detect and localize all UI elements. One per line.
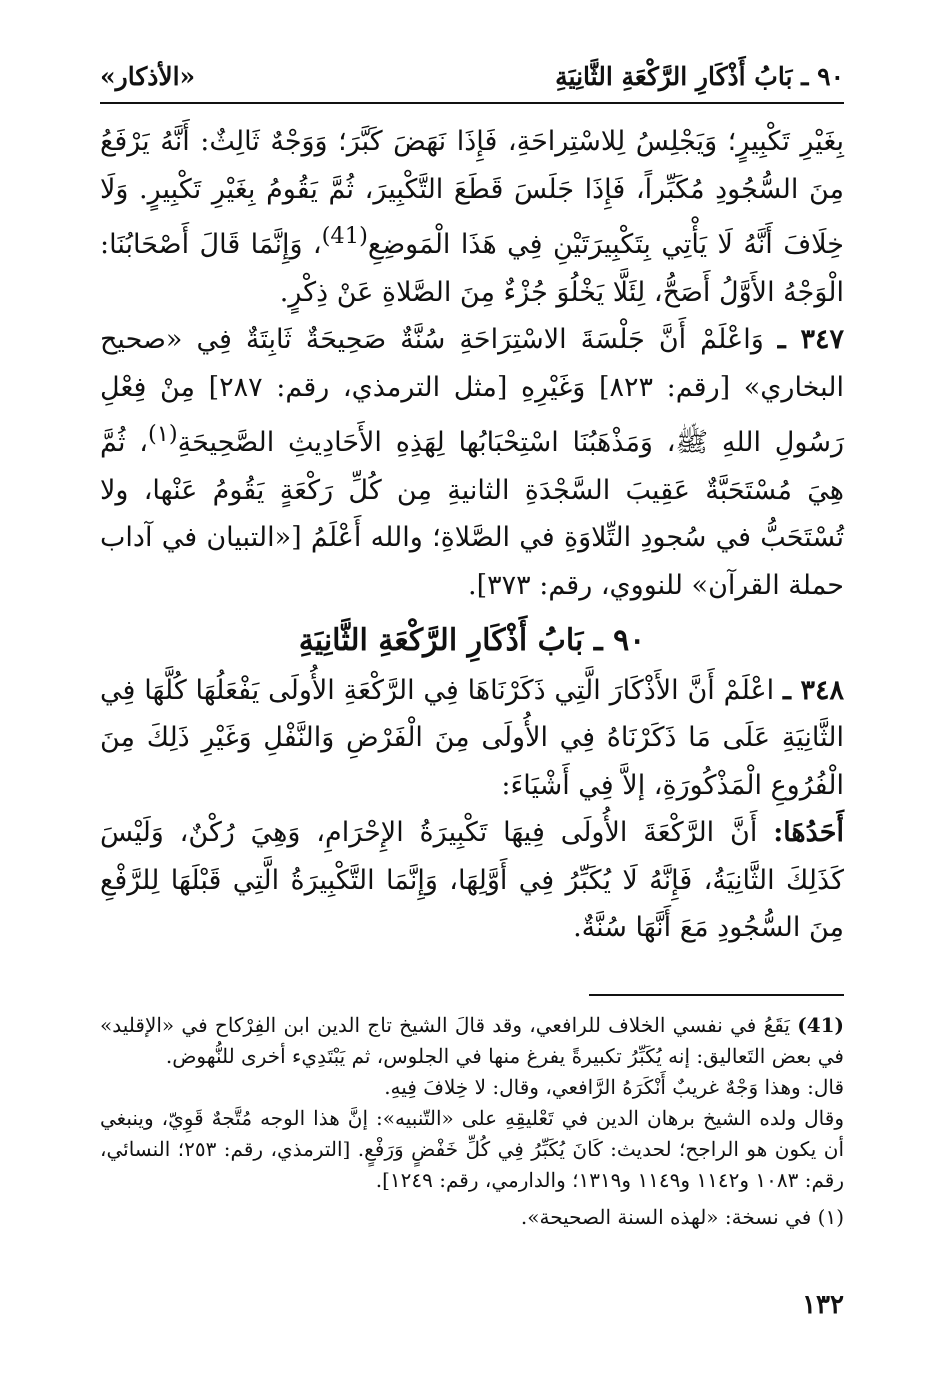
header-rule (100, 102, 844, 104)
footnote-41 (100, 1010, 844, 1072)
footnote-41-continued: قال: وهذا وَجْهٌ غريبٌ أَنْكَرَهُ الرَّافعي، وقال: لا خِلافَ فِيهِ. (384, 1075, 844, 1099)
paragraph-text: اعْلَمْ أَنَّ الأَذْكَارَ الَّتِي ذَكَرْنَاهَا فِي الرَّكْعَةِ الأُولَى يَفْعَلُهَا كُلَّهَا فِي الثَّانِيَةِ عَلَى مَا ذَكَرْنَاهُ فِي الأُولَى مِنَ الْفَرْضِ وَالنَّفْلِ وَغَيْرِ ذَلِكَ مِنَ الْفُرُوعِ الْمَذْكُورَةِ، إلاَّ فِي أَشْيَاءَ: (100, 674, 844, 801)
running-head-book-title: «الأذكار» (100, 61, 196, 91)
paragraph-continuation (100, 118, 844, 316)
footnote-reference: (١) (147, 421, 178, 447)
footnote-rule (589, 994, 844, 996)
paragraph-text: بِغَيْرِ تَكْبِيرٍ؛ وَيَجْلِسُ لِلاسْتِراحَةِ، فَإِذَا نَهَضَ كَبَّرَ؛ وَوَجْهٌ ثَالِثٌ: أَنَّهُ يَرْفَعُ مِنَ السُّجُودِ مُكَبِّراً، فَإِذَا جَلَسَ قَطَعَ التَّكْبِيرَ، ثُمَّ يَقُومُ بِغَيْرِ تَكْبِيرٍ. وَلَا خِلَافَ أَنَّهُ لَا يَأْتِي بِتَكْبِيرَتَيْنِ فِي هَذَا الْمَوضِعِ (100, 126, 845, 260)
footnote-reference: (41) (321, 223, 368, 249)
footnote-41-continued: وقال ولده الشيخ برهان الدين في تَعْليقِهِ على «التّنبيه»: إنَّ هذا الوجه مُتَّجهٌ قَوِيّ، وينبغي أن يكون هو الراجح؛ لحديث: كَانَ يُكَبِّرُ فِي كُلِّ خَفْضٍ وَرَفْعٍ. [الترمذي، رقم: ٢٥٣؛ النسائي، رقم: ١٠٨٣ و١١٤٢ و١١٤٩ و١٣١٩؛ والدارمي، رقم: ١٢٤٩]. (100, 1106, 845, 1192)
paragraph-text: أَنَّ الرَّكْعَةَ الأُولَى فِيهَا تَكْبِيرَةُ الإِحْرَامِ، وَهِيَ رُكْنٌ، وَلَيْسَ كَذَلِكَ الثَّانِيَةُ، فَإِنَّهُ لَا يُكَبِّرُ فِي أَوَّلِهَا، وَإِنَّمَا التَّكْبِيرَةُ الَّتِي قَبْلَهَا لِلرَّفْعِ مِنَ السُّجُودِ مَعَ أَنَّهَا سُنَّةٌ. (100, 817, 844, 943)
paragraph-text: وَاعْلَمْ أَنَّ جَلْسَةَ الاسْتِرَاحَةِ سُنَّةٌ صَحِيحَةٌ ثَابِتَةٌ فِي «صحيح البخاري» [رقم: ٨٢٣] وَغَيْرِهِ [مثل الترمذي، رقم: ٢٨٧] مِنْ فِعْلِ رَسُولِ اللهِ ﷺ، وَمَذْهَبُنَا اسْتِحْبَابُها لِهَذِهِ الأَحَادِيثِ الصَّحِيحَةِ (100, 324, 845, 458)
paragraph-text: ، ثُمَّ هِيَ مُسْتَحَبَّةٌ عَقِيبَ السَّجْدَةِ الثانيةِ مِن كُلِّ رَكْعَةٍ يَقُومُ عَنْها، ولا تُسْتَحَبُّ في سُجودِ التِّلاوَةِ في الصَّلاةِ؛ والله أَعْلَمُ [«التبيان في آداب حملة القرآن» للنووي، رقم: ٣٧٣]. (100, 427, 844, 601)
footnotes (100, 1010, 844, 1233)
footnote-number: (41) (797, 1013, 844, 1037)
page-number: ١٣٢ (802, 1290, 844, 1320)
paragraph-number: ٣٤٨ ـ (782, 674, 844, 706)
running-head-section: ٩٠ ـ بَابُ أَذْكَارِ الرَّكْعَةِ الثَّانِيَةِ (555, 61, 844, 91)
paragraph-348 (100, 667, 844, 810)
main-text (100, 118, 844, 952)
paragraph-first-point (100, 809, 844, 952)
footnote-1 (100, 1202, 844, 1233)
paragraph-347 (100, 316, 844, 609)
running-header (100, 56, 844, 96)
paragraph-text: ، وَإِنَّمَا قَالَ أَصْحَابُنَا: الْوَجْهُ الأَوَّلُ أَصَحُّ، لِئَلَّا يَخْلُوَ جُزْءٌ مِنَ الصَّلاةِ عَنْ ذِكْرٍ. (100, 229, 844, 308)
footnote-number: (١) (817, 1205, 844, 1229)
footnote-text: في نسخة: «لهذه السنة الصحيحة». (520, 1205, 812, 1229)
footnote-text: يَقَعُ في نفسي الخلاف للرافعي، وقد قالَ الشيخ تاج الدين ابن الفِرْكاح في «الإقليد» في بعض التَعاليق: إنه يُكَبِّرُ تكبيرةً يفرغ منها في الجلوس، ثم يَبْتَدِيء أخرى للنُّهوض. (100, 1013, 844, 1068)
paragraph-lead: أَحَدُهَا: (773, 817, 844, 848)
chapter-heading: ٩٠ ـ بَابُ أَذْكَارِ الرَّكْعَةِ الثَّانِيَةِ (298, 623, 646, 658)
paragraph-number: ٣٤٧ ـ (777, 324, 844, 355)
